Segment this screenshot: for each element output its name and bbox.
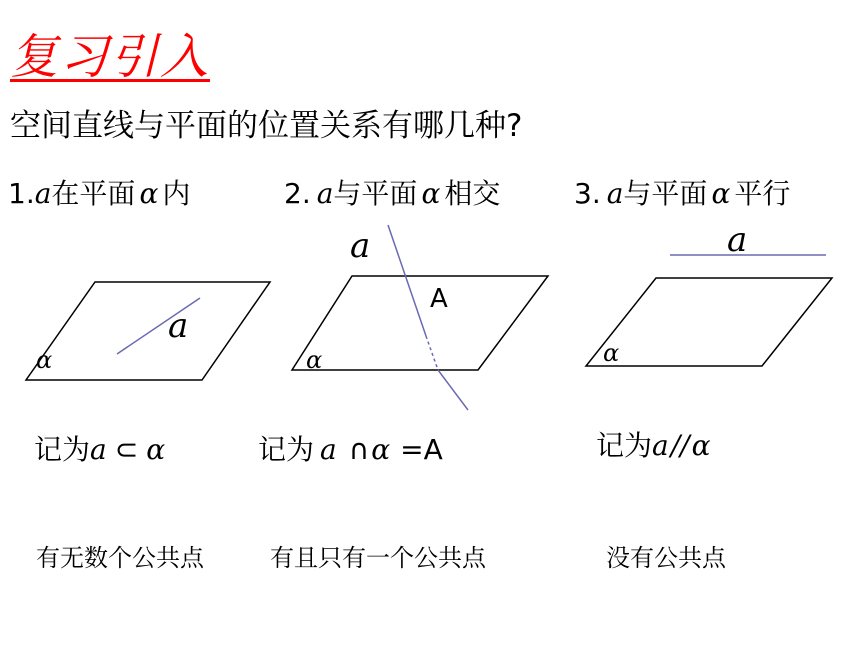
parallel-symbol: //: [670, 429, 690, 462]
line-symbol: a: [316, 177, 334, 210]
line-a-2-upper: [388, 225, 426, 336]
case-relation: 内: [162, 177, 191, 210]
case-number: 2.: [284, 177, 311, 210]
notation-line: a: [320, 433, 337, 466]
notation-plane: α: [146, 433, 166, 466]
conclusion-3: 没有公共点: [606, 544, 726, 572]
page-title: 复习引入: [10, 29, 211, 85]
line-symbol: a: [606, 177, 624, 210]
notation-suffix: =A: [400, 433, 443, 466]
plane-1: [26, 282, 270, 380]
plane-3: [586, 278, 832, 366]
intersection-point-label: A: [430, 284, 448, 314]
notation-prefix: 记为: [596, 429, 653, 462]
plane-symbol: α: [421, 177, 441, 210]
notation-prefix: 记为: [258, 433, 315, 466]
question-text: 空间直线与平面的位置关系有哪几种?: [10, 108, 523, 144]
notation-plane: α: [371, 433, 391, 466]
notation-prefix: 记为: [34, 433, 91, 466]
plane-symbol: α: [139, 177, 159, 210]
plane-label-alpha: α: [306, 346, 323, 374]
line-a-2-hidden: [426, 336, 438, 370]
line-label-a: a: [727, 220, 748, 260]
case-text: 在平面: [51, 177, 136, 210]
notation-3: [596, 424, 711, 464]
case-relation: 平行: [734, 177, 791, 210]
case-relation: 相交: [444, 177, 501, 210]
line-symbol: a: [34, 177, 52, 210]
subset-symbol: ⊂: [114, 433, 139, 466]
line-label-a: a: [168, 306, 189, 346]
notation-line: a: [90, 433, 107, 466]
notation-line: a: [652, 429, 669, 462]
plane-label-alpha: α: [36, 346, 53, 374]
case-text: 与平面: [333, 177, 418, 210]
plane-2: [292, 276, 548, 370]
notation-1: [34, 428, 165, 468]
case-number: 1.: [8, 177, 35, 210]
notation-2: [258, 428, 443, 468]
notation-plane: α: [691, 429, 711, 462]
intersect-symbol: ∩: [348, 433, 370, 466]
line-a-2-lower: [438, 370, 468, 410]
line-label-a: a: [350, 226, 371, 266]
conclusion-2: 有且只有一个公共点: [270, 544, 486, 572]
case-number: 3.: [574, 177, 601, 210]
case-text: 与平面: [623, 177, 708, 210]
conclusion-1: 有无数个公共点: [36, 544, 204, 572]
plane-label-alpha: α: [603, 339, 620, 367]
plane-symbol: α: [711, 177, 731, 210]
